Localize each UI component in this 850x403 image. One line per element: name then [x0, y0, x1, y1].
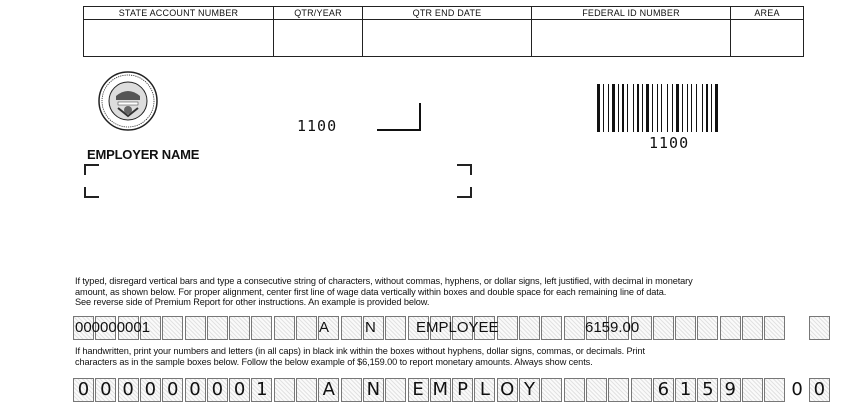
handwritten-sample-box[interactable]: [631, 378, 652, 402]
handwritten-sample-box[interactable]: [742, 378, 763, 402]
typed-sample-box[interactable]: [229, 316, 250, 340]
federal-id-number-label: FEDERAL ID NUMBER: [532, 7, 730, 20]
handwritten-wages-char: 1: [679, 379, 692, 400]
typed-sample-box[interactable]: [519, 316, 540, 340]
typed-sample-box[interactable]: [207, 316, 228, 340]
handwritten-ssn-char: 0: [189, 379, 201, 400]
typed-sample-box[interactable]: [541, 316, 562, 340]
typed-sample-box[interactable]: [162, 316, 183, 340]
typed-sample-box[interactable]: [564, 316, 585, 340]
typed-sample-box[interactable]: [764, 316, 785, 340]
handwritten-sample-box[interactable]: [586, 378, 607, 402]
qtr-end-date-label: QTR END DATE: [363, 7, 531, 20]
handwritten-sample-box[interactable]: [608, 378, 629, 402]
qtr-year-column: [274, 7, 363, 56]
handwritten-sample-box[interactable]: [341, 378, 362, 402]
typed-sample-box[interactable]: [675, 316, 696, 340]
area-label: AREA: [731, 7, 803, 20]
barcode: [597, 84, 747, 134]
handwritten-ssn-char: 0: [144, 379, 157, 400]
typed-sample-box[interactable]: [341, 316, 362, 340]
handwritten-ssn-char: 0: [166, 379, 179, 400]
typed-ssn: 000000001: [75, 319, 151, 336]
handwritten-ssn-char: 0: [77, 379, 90, 400]
typed-sample-box[interactable]: [385, 316, 406, 340]
handwritten-ssn-char: 1: [256, 379, 268, 400]
area-column: [731, 7, 803, 56]
handwritten-sample-box[interactable]: [541, 378, 562, 402]
federal-id-number-field[interactable]: [532, 20, 730, 56]
employer-name-field[interactable]: [84, 164, 472, 198]
handwritten-middle-initial: N: [366, 379, 381, 400]
handwritten-cents-char: 0: [813, 379, 826, 400]
federal-id-number-column: [532, 7, 731, 56]
typed-sample-box[interactable]: [809, 316, 830, 340]
state-account-number-column: [84, 7, 274, 56]
typed-middle-initial: N: [365, 319, 376, 336]
handwritten-last-name-char: P: [457, 379, 469, 400]
typed-sample-box[interactable]: [185, 316, 206, 340]
handwritten-wages-char: 6: [657, 379, 670, 400]
qtr-year-label: QTR/YEAR: [274, 7, 362, 20]
handwritten-first-initial: A: [322, 379, 335, 400]
handwritten-sample-box[interactable]: [274, 378, 295, 402]
typed-sample-box[interactable]: [296, 316, 317, 340]
handwritten-last-name-char: E: [412, 379, 424, 400]
handwritten-sample-box[interactable]: [764, 378, 785, 402]
typed-wages: 6159.00: [585, 319, 640, 336]
handwritten-instructions: If handwritten, print your numbers and letters (in all caps) in black ink within the boxes without hyphens, dollar signs, commas, or decimals. Print characters as in the sample boxes below. Follow the below example of $6,159.00 to report monetary amounts. Always show cents.: [75, 346, 645, 367]
qtr-end-date-column: [363, 7, 532, 56]
typed-sample-box[interactable]: [720, 316, 741, 340]
handwritten-last-name-char: Y: [524, 379, 535, 400]
handwritten-last-name-char: L: [479, 379, 490, 400]
handwritten-ssn-char: 0: [122, 379, 134, 400]
typed-sample-box[interactable]: [653, 316, 674, 340]
typed-sample-box[interactable]: [497, 316, 518, 340]
typed-first-initial: A: [319, 319, 330, 336]
employer-name-label: EMPLOYER NAME: [87, 147, 200, 162]
area-field[interactable]: [731, 20, 803, 56]
handwritten-last-name-char: M: [432, 379, 449, 400]
typed-sample-box[interactable]: [697, 316, 718, 340]
handwritten-ssn-char: 0: [233, 379, 246, 400]
handwritten-ssn-char: 0: [211, 379, 224, 400]
handwritten-cents-char: 0: [791, 379, 803, 400]
state-seal-icon: [98, 70, 158, 132]
header-table: [83, 6, 804, 57]
handwritten-sample-box[interactable]: [385, 378, 406, 402]
state-account-number-field[interactable]: [84, 20, 273, 56]
typed-last-name: EMPLOYEE: [416, 319, 499, 336]
state-account-number-label: STATE ACCOUNT NUMBER: [84, 7, 273, 20]
qtr-year-field[interactable]: [274, 20, 362, 56]
qtr-end-date-field[interactable]: [363, 20, 531, 56]
handwritten-wages-char: 5: [702, 379, 714, 400]
handwritten-last-name-char: O: [500, 379, 515, 400]
handwritten-ssn-char: 0: [100, 379, 112, 400]
typed-sample-box[interactable]: [274, 316, 295, 340]
form-code-left: 1100: [297, 117, 338, 135]
handwritten-wages-char: 9: [724, 379, 736, 400]
typed-sample-box[interactable]: [742, 316, 763, 340]
alignment-corner-mark: [377, 103, 421, 131]
typed-sample-box[interactable]: [251, 316, 272, 340]
handwritten-sample-box[interactable]: [564, 378, 585, 402]
form-code-barcode: 1100: [649, 134, 690, 152]
typed-instructions: If typed, disregard vertical bars and type a consecutive string of characters, without commas, hyphens, or dollar signs, left justified, with decimal in monetary amount, as shown below. For proper alignment, center first line of wage data vertically within boxes and double space for each remaining line of data. See reverse side of Premium Report for other instructions. An example is provided below.: [75, 276, 693, 307]
handwritten-sample-box[interactable]: [296, 378, 317, 402]
